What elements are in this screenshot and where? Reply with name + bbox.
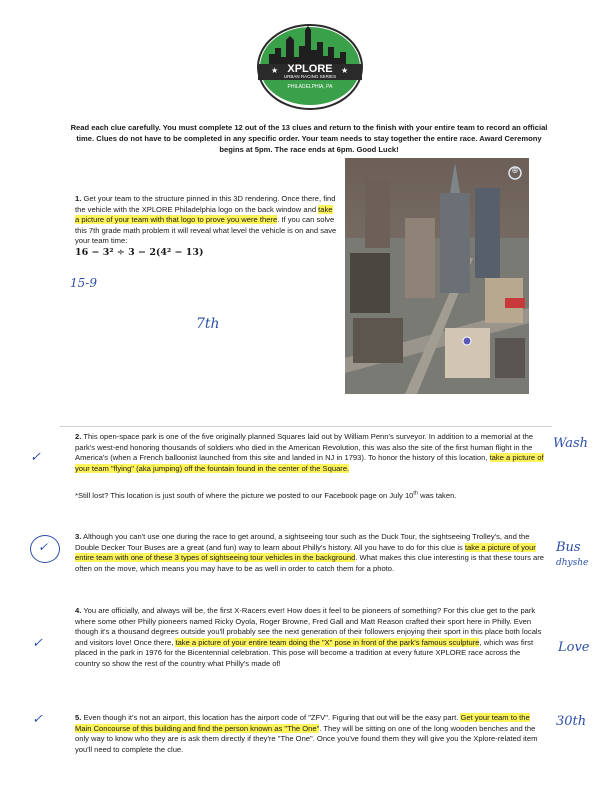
logo-city: PHILADELPHIA, PA — [287, 84, 333, 90]
handwritten-note: dhyshe — [556, 558, 589, 568]
clue-3 — [75, 532, 547, 574]
handwritten-answer: 7th — [196, 316, 220, 332]
clue-number: 2. — [75, 432, 82, 441]
clue-number: 5. — [75, 713, 82, 722]
logo-tagline: URBAN RACING SERIES — [283, 74, 337, 79]
clue-text: You are officially, and always will be, the first X-Racers ever! How does it feel to be pioneers of something? For this clue get to the park where some other Philly pioneers named Ricky Oyola, Roger Browne, Fred Gall and Matt Reason crafted their sport here in Philly. Even though it's a thousand degrees outside you'll probably see the next generation of their followers enjoying their sport in this place both locals and visitors love! Once there, — [75, 606, 542, 647]
star-icon: ★ — [271, 66, 279, 75]
clue-text: . They will be sitting on one of the long wooden benches and the only way to know who they are is ask them directly if they're "The One". Once you've found them they will give you the Xplore-related item you'll need to complete the clue. — [75, 723, 538, 754]
clue-2-note — [75, 491, 547, 502]
clue-5 — [75, 713, 547, 755]
clue-2 — [75, 432, 547, 474]
clue-text: This open-space park is one of the five originally planned Squares laid out by William Penn's surveyor. In addition to a memorial at the park's west-end honoring thousands of soldiers who died in the American Revolution, this was also the site of the first human flight in the America's (when a French balloonist launched from this site and landed in NJ in 1793). To honor the history of this location, — [75, 432, 534, 463]
clue-number: 4. — [75, 606, 82, 615]
handwritten-answer: 30th — [556, 714, 587, 729]
clue-text: Although you can't use one during the race to get around, a sightseeing tour such as the Duck Tour, the sightseeing Trolley's, and the Double Decker Tour Buses are a great (and fun) way to learn about Philly's history. All you have to do for this clue is — [75, 532, 530, 552]
handwritten-answer: Wash — [553, 436, 589, 451]
note-text: was taken. — [418, 491, 457, 500]
clue-text: Get your team to the structure pinned in this 3D rendering. Once there, find the vehicle with the XPLORE Philadelphia logo on the back window and — [75, 194, 336, 214]
clue-highlight: take a picture of your team with that logo to prove you were there — [75, 204, 333, 225]
compass-icon: ⊕ — [511, 166, 519, 175]
logo-brand: XPLORE — [287, 63, 333, 75]
checkmark-icon: ✓ — [30, 450, 41, 465]
clue-text: , which was first placed in the park in 1976 for the Bicentennial celebration. This pose will become a tradition at every future XPLORE race across the country so show the rest of the country what Philly's made of! — [75, 637, 534, 668]
clue-highlight: Get your team to the Main Concourse of this building and find the person known as "The One" — [75, 713, 530, 733]
clue-highlight: take a picture of your entire team doing the "X" pose in front of the park's famous sculpture — [175, 637, 480, 647]
clue-1 — [75, 194, 337, 247]
math-equation: 16 − 3² ÷ 3 − 2(4² − 13) — [75, 247, 204, 258]
clue-text: . If you can solve this 7th grade math problem it will reveal what level the vehicle is on and save your team time: — [75, 215, 337, 246]
clue-text: . What makes this clue interesting is that these tours are often on the move, which means you may have to be as well in order to catch them for a photo. — [75, 553, 544, 573]
city-3d-rendering — [345, 158, 529, 394]
divider — [60, 426, 552, 427]
clue-highlight: take a picture of your team "flying" (aka jumping) off the fountain found in the center of the Square. — [75, 453, 544, 473]
handwritten-answer: Bus — [556, 540, 581, 555]
handwritten-answer: Love — [558, 640, 590, 655]
note-text: *Still lost? This location is just south of where the picture we posted to our Facebook page on July 10 — [75, 491, 414, 500]
clue-number: 3. — [75, 532, 82, 541]
checkmark-icon: ✓ — [38, 540, 49, 554]
checkmark-icon: ✓ — [32, 636, 43, 651]
checkmark-icon: ✓ — [32, 712, 43, 727]
star-icon: ★ — [341, 66, 349, 75]
handwritten-work: 15-9 — [70, 276, 97, 290]
clue-highlight: take a picture of your entire team with one of these 3 types of sightseeing tour vehicles in the background — [75, 542, 536, 563]
clue-number: 1. — [75, 194, 82, 203]
clue-text: Even though it's not an airport, this location has the airport code of "ZFV". Figuring that out will be the easy part. — [81, 713, 461, 722]
xplore-logo — [255, 22, 365, 112]
intro-instructions: Read each clue carefully. You must complete 12 out of the 13 clues and return to the finish with your entire team to record an official time. Clues do not have to be completed in any specific order. Your team needs to stay together the entire race. Award Ceremony begins at 5pm. The race ends at 6pm. Good Luck! — [70, 123, 548, 154]
clue-4 — [75, 606, 547, 670]
note-superscript: th — [413, 490, 418, 497]
